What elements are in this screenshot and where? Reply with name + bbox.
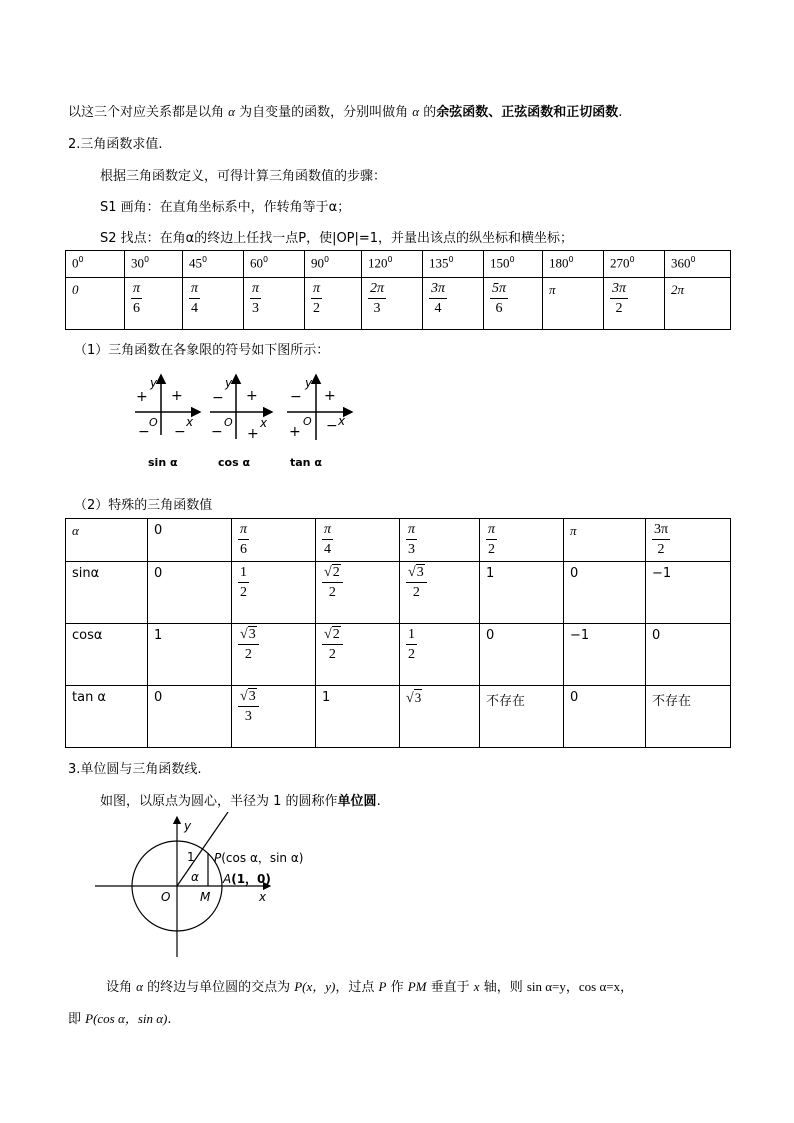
- cell: α: [66, 519, 148, 562]
- degree-cell: $30^0$: [125, 251, 183, 278]
- fraction: $\frac{\pi}{6}$: [133, 281, 141, 316]
- special-values-table: [65, 518, 731, 748]
- tan-row: [66, 686, 731, 748]
- fig-a-label: A(1，0): [223, 872, 271, 886]
- fraction: $\frac{3\pi}{2}$: [654, 522, 669, 557]
- cell: [480, 519, 564, 562]
- tan-q3-sign: +: [289, 424, 301, 440]
- degree-cell: $90^0$: [305, 251, 362, 278]
- degree-cell: $60^0$: [244, 251, 305, 278]
- fraction: $\frac{1}{2}$: [240, 565, 247, 600]
- sin-q4-sign: −: [174, 424, 186, 440]
- cos-y-label: y: [225, 376, 233, 390]
- cell: 不存在: [480, 686, 564, 748]
- radian-cell: 2π: [665, 278, 731, 330]
- fraction: $\frac{\pi}{4}$: [324, 522, 332, 557]
- cos-origin: O: [224, 416, 233, 429]
- sin-y-label: y: [150, 376, 158, 390]
- degree-cell: $270^0$: [604, 251, 665, 278]
- radian-cell: π: [543, 278, 604, 330]
- fig-x-label: x: [259, 890, 267, 904]
- section3-heading: 3.单位圆与三角函数线.: [68, 762, 202, 777]
- fig-y-label: y: [184, 819, 192, 833]
- fig-radius-label: 1: [187, 850, 195, 864]
- fig-angle-label: α: [191, 870, 199, 884]
- cell: 不存在: [646, 686, 731, 748]
- radian-row: [66, 278, 731, 330]
- cell: [316, 624, 400, 686]
- sin-x-label: x: [186, 415, 194, 429]
- fig-m-label: M: [200, 890, 211, 904]
- cell: 1: [148, 624, 232, 686]
- cos-q2-sign: −: [212, 390, 224, 406]
- cell: [400, 686, 480, 748]
- tan-q1-sign: +: [324, 388, 336, 404]
- cell: 0: [646, 624, 731, 686]
- fraction: $\frac{√3}{3}$: [238, 690, 259, 724]
- tan-caption: tan α: [290, 456, 322, 469]
- fraction: $\frac{3\pi}{4}$: [431, 281, 446, 316]
- cell: 0: [148, 519, 232, 562]
- unit-circle-figure: [90, 812, 330, 962]
- cos-caption: cos α: [218, 456, 251, 469]
- tan-sign-diagram: [287, 375, 352, 469]
- fraction: $\frac{5\pi}{6}$: [492, 281, 507, 316]
- fraction: $\frac{√3}{2}$: [406, 566, 427, 600]
- intro-line: 以这三个对应关系都是以角 α 为自变量的函数，分别叫做角 α 的余弦函数、正弦函数和正切函数.: [68, 104, 623, 120]
- degree-cell: $0^0$: [66, 251, 125, 278]
- sin-row: [66, 562, 731, 624]
- degree-cell: $360^0$: [665, 251, 731, 278]
- cell: −1: [646, 562, 731, 624]
- cos-q3-sign: −: [211, 424, 223, 440]
- final-line-1: 设角 α 的终边与单位圆的交点为 P(x，y)，过点 P 作 PM 垂直于 x 轴，则 sin α=y，cos α=x，: [106, 979, 634, 995]
- degree-cell: $135^0$: [423, 251, 484, 278]
- cell: 0: [480, 624, 564, 686]
- fraction: $\frac{\pi}{3}$: [252, 281, 260, 316]
- cell: 0: [564, 686, 646, 748]
- cell: [232, 686, 316, 748]
- unit-circle-definition: 如图，以原点为圆心，半径为 1 的圆称作单位圆.: [100, 794, 381, 809]
- section2-heading: 2.三角函数求值.: [68, 137, 163, 152]
- cos-x-label: x: [260, 416, 268, 430]
- sin-sign-diagram: [135, 375, 200, 469]
- cos-row: [66, 624, 731, 686]
- sin-q3-sign: −: [138, 424, 150, 440]
- cell: [400, 624, 480, 686]
- fraction: $\frac{\pi}{2}$: [488, 522, 496, 557]
- radian-cell: [125, 278, 183, 330]
- degree-cell: $150^0$: [484, 251, 543, 278]
- sign-diagrams: [120, 365, 380, 475]
- degree-cell: $180^0$: [543, 251, 604, 278]
- degree-row: [66, 251, 731, 278]
- radian-cell: [244, 278, 305, 330]
- cell: sinα: [66, 562, 148, 624]
- cell: 1: [480, 562, 564, 624]
- fraction: $\frac{3\pi}{2}$: [612, 281, 627, 316]
- radian-cell: [362, 278, 423, 330]
- radian-cell: [423, 278, 484, 330]
- cell: 0: [564, 562, 646, 624]
- fraction: $\frac{√3}{2}$: [238, 628, 259, 662]
- sin-q2-sign: +: [136, 389, 148, 405]
- degree-cell: $45^0$: [183, 251, 244, 278]
- radian-cell: [484, 278, 543, 330]
- cos-q4-sign: +: [247, 426, 259, 442]
- cell: cosα: [66, 624, 148, 686]
- sqrt: √3: [406, 690, 422, 706]
- fraction: $\frac{\pi}{3}$: [408, 522, 416, 557]
- cos-q1-sign: +: [246, 388, 258, 404]
- cell: [400, 562, 480, 624]
- cell: 0: [148, 562, 232, 624]
- radian-cell: 0: [66, 278, 125, 330]
- sin-origin: O: [149, 416, 158, 429]
- tan-x-label: x: [338, 414, 346, 428]
- cos-sign-diagram: [210, 375, 272, 469]
- tan-q2-sign: −: [290, 389, 302, 405]
- final-line-2: 即 P(cos α，sin α).: [68, 1011, 172, 1027]
- special-caption: （2）特殊的三角函数值: [74, 498, 213, 513]
- cell: [316, 562, 400, 624]
- fraction: $\frac{2\pi}{3}$: [370, 281, 385, 316]
- cell: tan α: [66, 686, 148, 748]
- cell: [400, 519, 480, 562]
- radian-cell: [183, 278, 244, 330]
- cell: π: [564, 519, 646, 562]
- tan-origin: O: [303, 415, 312, 428]
- cell: [232, 562, 316, 624]
- fig-origin: O: [161, 890, 171, 904]
- sin-q1-sign: +: [171, 388, 183, 404]
- sin-caption: sin α: [148, 456, 178, 469]
- fig-p-label: P(cos α，sin α): [214, 851, 304, 865]
- radian-cell: [305, 278, 362, 330]
- tan-y-label: y: [305, 376, 313, 390]
- fraction: $\frac{\pi}{2}$: [313, 281, 321, 316]
- step-s1: S1 画角：在直角坐标系中，作转角等于α；: [100, 200, 351, 215]
- fraction: $\frac{1}{2}$: [408, 627, 415, 662]
- signs-caption: （1）三角函数在各象限的符号如下图所示：: [74, 343, 330, 358]
- cell: [316, 519, 400, 562]
- tan-q4-sign: −: [326, 418, 338, 434]
- fraction: $\frac{√2}{2}$: [322, 566, 343, 600]
- fraction: $\frac{√2}{2}$: [322, 628, 343, 662]
- cell: 0: [148, 686, 232, 748]
- cell: [232, 519, 316, 562]
- radian-cell: [604, 278, 665, 330]
- cell: −1: [564, 624, 646, 686]
- fraction: $\frac{\pi}{6}$: [240, 522, 248, 557]
- steps-intro: 根据三角函数定义，可得计算三角函数值的步骤：: [100, 169, 387, 184]
- alpha-row: [66, 519, 731, 562]
- step-s2: S2 找点：在角α的终边上任找一点P，使|OP|=1，并量出该点的纵坐标和横坐标；: [100, 231, 574, 246]
- cell: [646, 519, 731, 562]
- fraction: $\frac{\pi}{4}$: [191, 281, 199, 316]
- degree-radian-table: [65, 250, 731, 330]
- degree-cell: $120^0$: [362, 251, 423, 278]
- cell: [232, 624, 316, 686]
- cell: 1: [316, 686, 400, 748]
